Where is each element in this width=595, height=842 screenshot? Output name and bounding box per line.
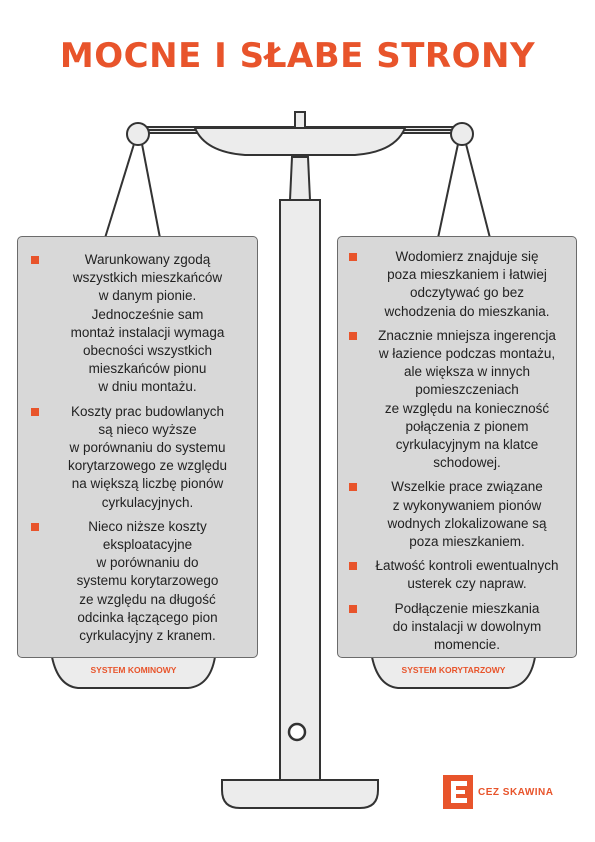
scale-pillar: [280, 200, 320, 782]
right-item: [348, 478, 568, 551]
right-item-text: Wodomierz znajduje się poza mieszkaniem i łatwiej odczytywać go bez wchodzenia do mieszkania.: [384, 249, 550, 319]
right-item: [348, 557, 568, 593]
right-item: [348, 600, 568, 655]
right-item-text: Łatwość kontroli ewentualnych usterek czy napraw.: [375, 558, 559, 592]
bullet-icon: [349, 483, 357, 491]
right-beam-cap: [451, 123, 473, 145]
bullet-icon: [349, 562, 357, 570]
left-item: [30, 251, 247, 397]
right-panel: [337, 236, 577, 658]
pillar-hole: [289, 724, 305, 740]
left-item-text: Nieco niższe koszty eksploatacyjne w porównaniu do systemu korytarzowego ze względu na długość odcinka łączącego pion cyrkulacyjny z kranem.: [76, 518, 219, 644]
right-panel-label: SYSTEM KORYTARZOWY: [401, 665, 506, 675]
bullet-icon: [349, 332, 357, 340]
bullet-icon: [349, 605, 357, 613]
scale-base: [222, 780, 378, 808]
left-item-text: Warunkowany zgodą wszystkich mieszkańców w danym pionie. Jednocześnie sam montaż instalacji wymaga obecności wszystkich mieszkańców pionu w dniu montażu.: [70, 252, 225, 395]
cez-logo-icon: [443, 775, 473, 809]
left-panel-label: SYSTEM KOMINOWY: [90, 665, 177, 675]
right-item-text: Znacznie mniejsza ingerencja w łazience podczas montażu, ale większa w innych pomieszczeniach ze względu na konieczność połączenia z pionem cyrkulacyjnym na klatce schodowej.: [378, 327, 556, 471]
right-item-text: Podłączenie mieszkania do instalacji w dowolnym momencie.: [392, 600, 542, 653]
scale-top-bowl: [195, 128, 405, 155]
right-item-text: Wszelkie prace związane z wykonywaniem pionów wodnych zlokalizowane są poza mieszkaniem.: [387, 479, 547, 550]
left-item-text: Koszty prac budowlanych są nieco wyższe w porównaniu do systemu korytarzowego ze względu na większą liczbę pionów cyrkulacyjnych.: [67, 403, 228, 510]
left-panel: [17, 236, 258, 658]
left-item: [30, 518, 247, 645]
logo-text: CEZ SKAWINA: [478, 787, 554, 798]
bullet-icon: [31, 408, 39, 416]
right-item: [348, 248, 568, 321]
bullet-icon: [349, 253, 357, 261]
scale-neck: [290, 157, 310, 200]
scale-top-knob: [295, 112, 305, 128]
bullet-icon: [31, 523, 39, 531]
page-title: MOCNE I SŁABE STRONY: [59, 36, 536, 76]
left-item: [30, 403, 247, 512]
right-item: [348, 327, 568, 473]
bullet-icon: [31, 256, 39, 264]
left-beam-cap: [127, 123, 149, 145]
